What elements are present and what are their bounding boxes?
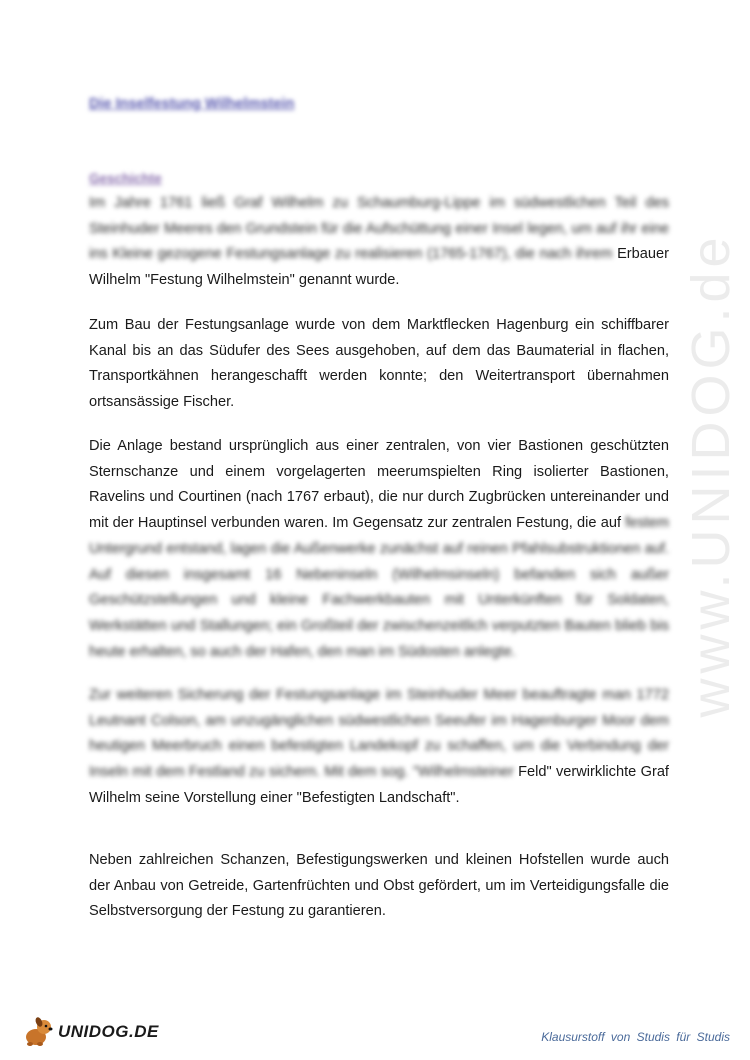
footer-logo[interactable] xyxy=(22,1014,159,1050)
paragraph-4 xyxy=(89,683,669,812)
paragraph-3 xyxy=(89,434,669,665)
footer-tagline: Klausurstoff von Studis für Studis xyxy=(541,1030,730,1044)
blurred-text: festem Untergrund entstand, lagen die Außenwerke zunächst auf reinen Pfahlsubstruktionen auf. Auf diesen insgesamt 16 Nebeninseln (Wilhelmsinseln) befanden sich außer Geschützstellungen und kleine Fachwerkbauten mit Unterkünften für Soldaten, Werkstätten und Stallungen; ein Großteil der zwischenzeitlich verputzten Bauten blieb bis heute erhalten, so auch der Hafen, den man im Südosten anlegte. xyxy=(89,515,670,660)
logo-text: UNIDOG.DE xyxy=(58,1022,159,1041)
paragraph-1 xyxy=(89,191,669,294)
paragraph-5: Neben zahlreichen Schanzen, Befestigungswerken und kleinen Hofstellen wurde auch der Anbau von Getreide, Gartenfrüchten und Obst gefördert, um im Verteidigungsfalle die Selbstversorgung der Festung zu garantieren. xyxy=(89,852,669,920)
blurred-text: Im Jahre 1761 ließ Graf Wilhelm zu Schaumburg-Lippe im südwestlichen Teil des Steinhuder Meeres den Grundstein für die Aufschüttung einer Insel legen, um auf ihr eine ins Kleine gezogene Festungsanlage zu realisieren (1765-1767), die nach ihrem xyxy=(89,195,669,263)
watermark: www.UNIDOG.de xyxy=(681,232,741,718)
paragraph-2: Zum Bau der Festungsanlage wurde von dem Marktflecken Hagenburg ein schiffbarer Kanal bis an das Südufer des Sees ausgehoben, auf dem das Baumaterial in flachen, Transportkähnen herangeschafft werden konnte; den Weitertransport übernahmen ortsansässige Fischer. xyxy=(89,317,669,411)
dog-logo-icon xyxy=(22,1015,56,1049)
visible-text: Feld" verwirklichte Graf Wilhelm seine Vorstellung einer "Befestigten Landschaft". xyxy=(89,764,669,806)
blurred-text: Zur weiteren Sicherung der Festungsanlage im Steinhuder Meer beauftragte man 1772 Leutnant Colson, am unzugänglichen südwestlichen Seeufer im Hagenburger Moor dem heutigen Meerbruch einen befestigten Landekopf zu schaffen, um die Verbindung der Inseln mit dem Festland zu sichern. Mit dem sog. "Wilhelmsteiner xyxy=(89,687,669,781)
section-heading: Geschichte xyxy=(89,171,162,186)
document-title: Die Inselfestung Wilhelmstein xyxy=(89,96,295,112)
visible-text: Erbauer Wilhelm "Festung Wilhelmstein" genannt wurde. xyxy=(89,246,669,289)
visible-text: Die Anlage bestand ursprünglich aus einer zentralen, von vier Bastionen geschützten Sternschanze und einem vorgelagerten meerumspielten Ring isolierter Bastionen, Ravelins und Courtinen (nach 1767 erbaut), die nur durch Zugbrücken untereinander und mit der Hauptinsel verbunden waren. Im Gegensatz zur zentralen Festung, die auf xyxy=(89,438,669,532)
